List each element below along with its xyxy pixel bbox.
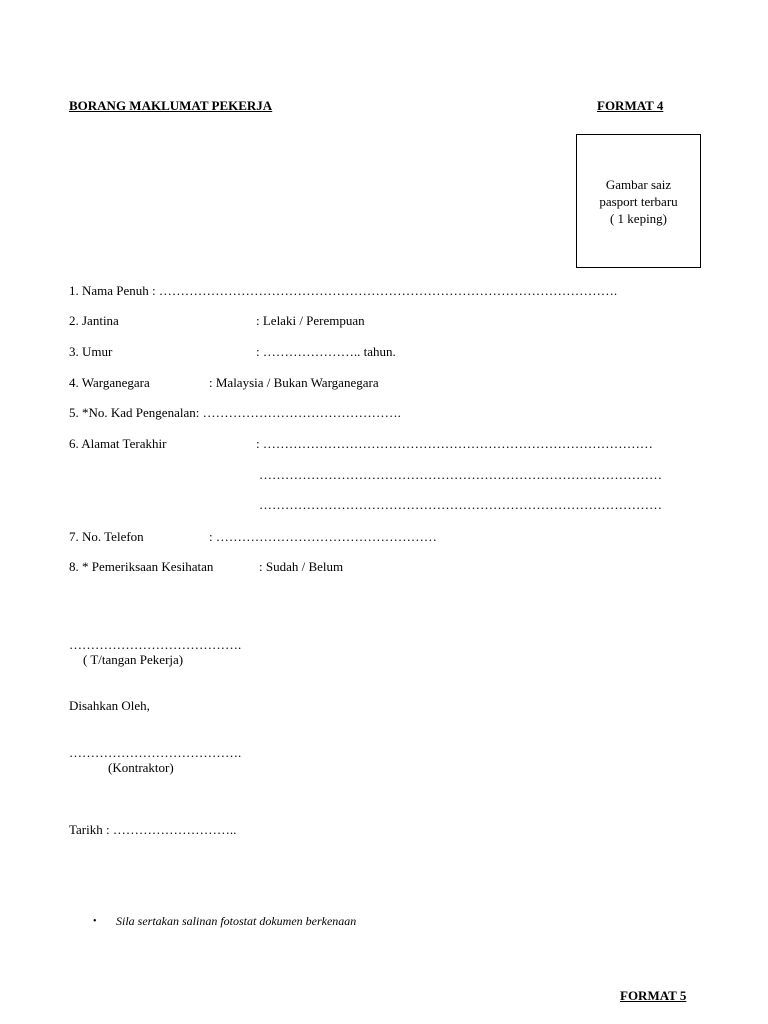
- format-label: FORMAT 4: [597, 98, 664, 113]
- photo-line-2: pasport terbaru: [599, 193, 678, 209]
- telefon-label: 7. No. Telefon: [69, 529, 144, 544]
- umur-value[interactable]: : ………………….. tahun.: [256, 344, 396, 359]
- tarikh-value[interactable]: ………………………..: [112, 822, 237, 837]
- tarikh-label: Tarikh :: [69, 822, 113, 837]
- telefon-value[interactable]: : ……………………………………………: [209, 529, 437, 544]
- jantina-value[interactable]: : Lelaki / Perempuan: [256, 313, 365, 328]
- footer-format-label: FORMAT 5: [620, 988, 687, 1003]
- umur-label: 3. Umur: [69, 344, 113, 359]
- form-title: BORANG MAKLUMAT PEKERJA: [69, 98, 273, 113]
- alamat-label: 6. Alamat Terakhir: [69, 436, 167, 451]
- warganegara-label: 4. Warganegara: [69, 375, 150, 390]
- field-nama: [69, 283, 617, 299]
- field-tarikh: [69, 822, 236, 838]
- alamat-line-2[interactable]: …………………………………………………………………………………: [259, 467, 662, 482]
- bullet-icon: •: [93, 916, 97, 927]
- alamat-line-1[interactable]: : ………………………………………………………………………………: [256, 436, 653, 451]
- kesihatan-value[interactable]: : Sudah / Belum: [259, 559, 344, 574]
- photo-line-3: ( 1 keping): [609, 210, 668, 226]
- jantina-label: 2. Jantina: [69, 313, 119, 328]
- kad-label: 5. *No. Kad Pengenalan: [69, 405, 196, 420]
- alamat-line-3[interactable]: …………………………………………………………………………………: [259, 497, 662, 512]
- nama-value[interactable]: …………………………………………………………………………………………….: [158, 283, 618, 298]
- contractor-label: (Kontraktor): [108, 760, 174, 775]
- passport-photo-box: [576, 134, 701, 268]
- verified-heading: Disahkan Oleh,: [69, 698, 150, 713]
- nama-label: 1. Nama Penuh :: [69, 283, 159, 298]
- signature-label: ( T/tangan Pekerja): [83, 652, 184, 667]
- kesihatan-label: 8. * Pemeriksaan Kesihatan: [69, 559, 214, 574]
- field-kad: [69, 405, 401, 421]
- contractor-signature-line[interactable]: ………………………………….: [69, 745, 242, 760]
- note-text: Sila sertakan salinan fotostat dokumen berkenaan: [116, 914, 357, 928]
- warganegara-value[interactable]: : Malaysia / Bukan Warganegara: [209, 375, 379, 390]
- kad-value[interactable]: : ……………………………………….: [195, 405, 401, 420]
- photo-line-1: Gambar saiz: [605, 176, 672, 192]
- signature-line[interactable]: ………………………………….: [69, 637, 242, 652]
